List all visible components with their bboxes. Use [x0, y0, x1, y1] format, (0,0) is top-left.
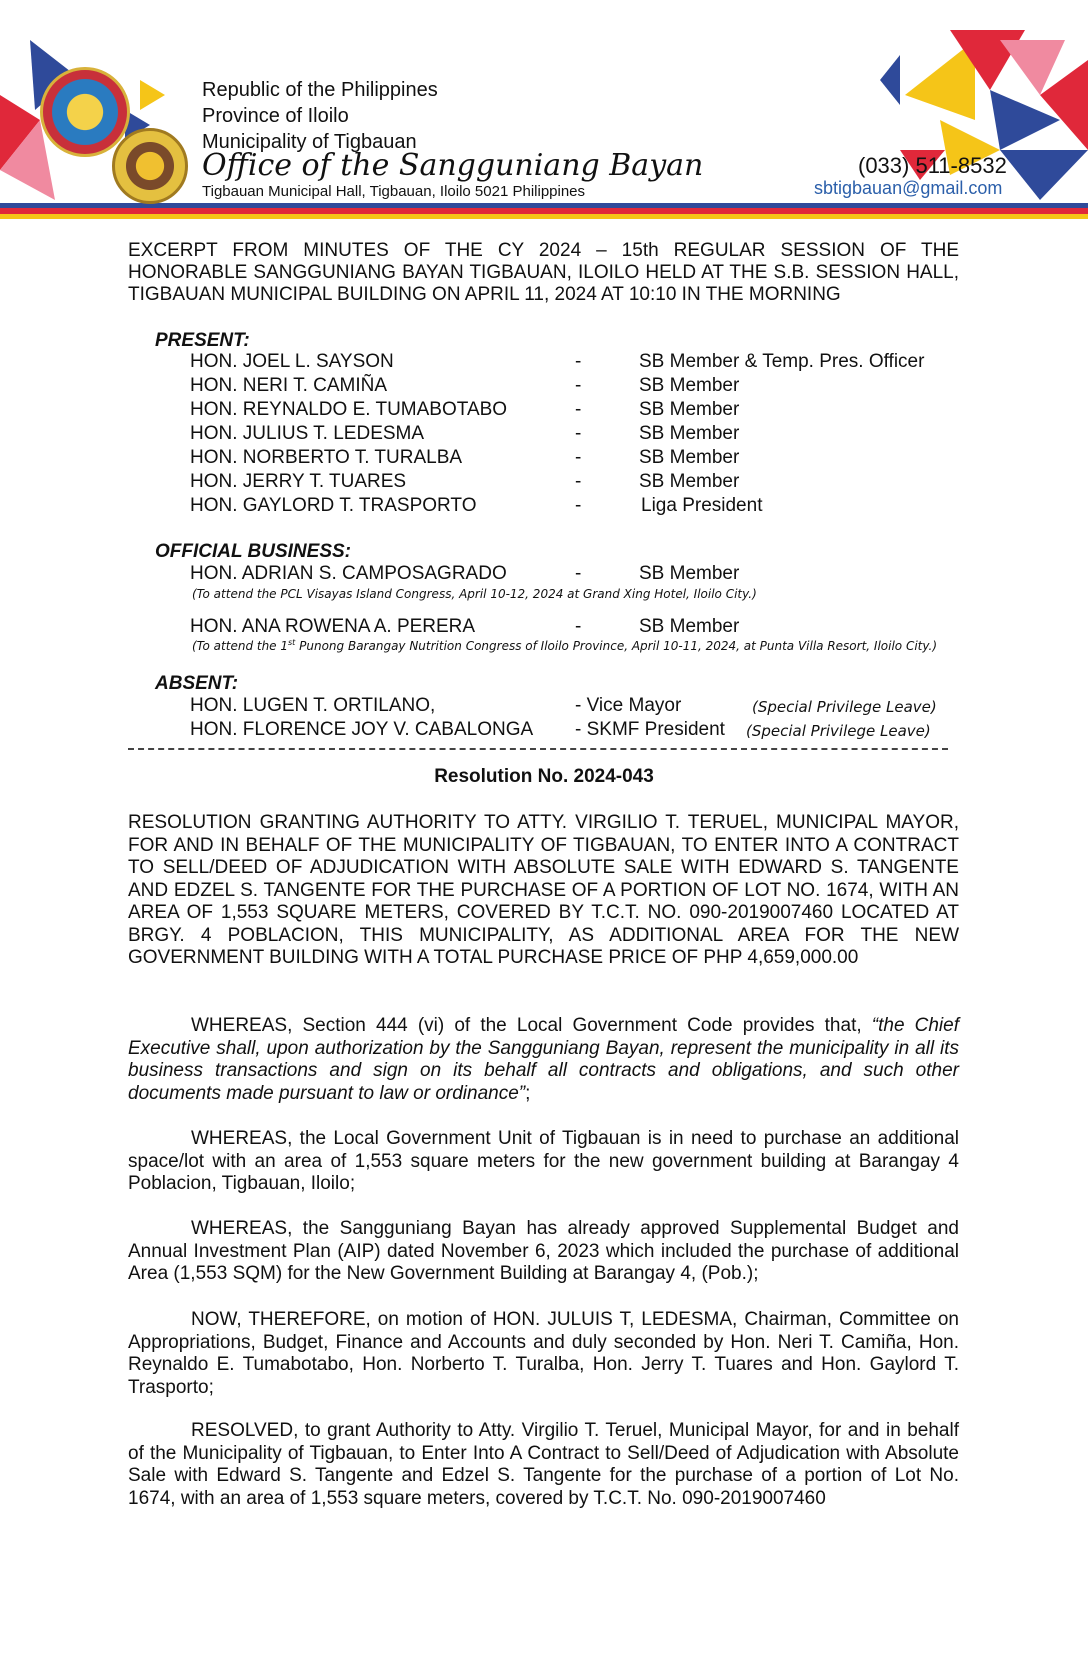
whereas-tail: ;	[525, 1082, 531, 1104]
member-name: HON. GAYLORD T. TRASPORTO	[190, 495, 477, 516]
member-name: HON. FLORENCE JOY V. CABALONGA	[190, 719, 534, 740]
present-member-row	[190, 422, 970, 446]
separator: -	[575, 563, 582, 584]
note-text: Punong Barangay Nutrition Congress of Iloilo Province, April 10-11, 2024, at Punta Villa Resort, Iloilo City.)	[295, 639, 938, 653]
separator: -	[575, 375, 582, 396]
member-name: HON. JERRY T. TUARES	[190, 471, 407, 492]
whereas-quote: “the Chief Executive shall, upon authorization by the Sangguniang Bayan, represent the municipality in all its business transactions and sign on its behalf all contracts and obligations, and such other documents made pursuant to law or ordinance”	[128, 1015, 959, 1104]
official-business-heading: OFFICIAL BUSINESS:	[155, 541, 351, 562]
present-heading: PRESENT:	[155, 330, 250, 351]
paragraph-text: NOW, THEREFORE, on motion of HON. JULUIS T, LEDESMA, Chairman, Committee on Appropriations, Budget, Finance and Accounts and duly seconded by Hon. Neri T. Camiña, Hon. Reynaldo E. Tumabotabo, Hon. Norberto T. Turalba, Hon. Jerry T. Tuares and Hon. Gaylord T. Trasporto;	[128, 1309, 959, 1398]
resolution-title: RESOLUTION GRANTING AUTHORITY TO ATTY. VIRGILIO T. TERUEL, MUNICIPAL MAYOR, FOR AND IN BEHALF OF THE MUNICIPALITY OF TIGBAUAN, TO ENTER INTO A CONTRACT TO SELL/DEED OF ADJUDICATION WITH ABSOLUTE SALE WITH EDWARD S. TANGENTE AND EDZEL S. TANGENTE FOR THE PURCHASE OF A PORTION OF LOT NO. 1674, WITH AN AREA OF 1,553 SQUARE METERS, COVERED BY T.C.T. NO. 090-2019007460 LOCATED AT BRGY. 4 POBLACION, THIS MUNICIPALITY, AS ADDITIONAL AREA FOR THE NEW GOVERNMENT BUILDING WITH A TOTAL PURCHASE PRICE OF PHP 4,659,000.00	[128, 812, 959, 968]
minutes-excerpt: EXCERPT FROM MINUTES OF THE CY 2024 – 15th REGULAR SESSION OF THE HONORABLE SANGGUNIANG BAYAN TIGBAUAN, ILOILO HELD AT THE S.B. SESSION HALL, TIGBAUAN MUNICIPAL BUILDING ON APRIL 11, 2024 AT 10:10 IN THE MORNING	[128, 240, 959, 305]
header-address: Tigbauan Municipal Hall, Tigbauan, Iloilo 5021 Philippines	[202, 183, 586, 200]
member-position: SB Member	[639, 447, 740, 468]
separator: -	[575, 447, 582, 468]
paragraph-text: WHEREAS, the Local Government Unit of Tigbauan is in need to purchase an additional space/lot with an area of 1,553 square meters for the new government building at Barangay 4 Poblacion, Tigbauan, Iloilo;	[128, 1128, 959, 1194]
now-therefore-paragraph	[128, 1309, 959, 1399]
absent-row	[190, 694, 970, 718]
header-province: Province of Iloilo	[202, 105, 349, 127]
separator: -	[575, 495, 582, 516]
present-member-row	[190, 494, 970, 518]
official-business-row	[190, 615, 970, 639]
leave-type: (Special Privilege Leave)	[746, 722, 931, 740]
absent-row	[190, 718, 970, 742]
whereas-paragraph-3	[128, 1218, 959, 1286]
sangguniang-bayan-seal	[112, 128, 188, 204]
member-position: - Vice Mayor	[575, 695, 682, 716]
note-superscript: st	[288, 638, 296, 647]
resolution-number: Resolution No. 2024-043	[434, 766, 654, 787]
header-country: Republic of the Philippines	[202, 79, 438, 101]
whereas-paragraph-2	[128, 1128, 959, 1196]
paragraph-text: RESOLVED, to grant Authority to Atty. Virgilio T. Teruel, Municipal Mayor, for and in behalf of the Municipality of Tigbauan, to Enter Into A Contract to Sell/Deed of Adjudication with Absolute Sale with Edward S. Tangente and Edzel S. Tangente for the purchase of a portion of Lot No. 1674, with an area of 1,553 square meters, covered by T.C.T. No. 090-2019007460	[128, 1420, 959, 1509]
member-position: SB Member & Temp. Pres. Officer	[639, 351, 925, 372]
member-name: HON. NORBERTO T. TURALBA	[190, 447, 463, 468]
member-name: HON. NERI T. CAMIÑA	[190, 375, 388, 396]
leave-type: (Special Privilege Leave)	[752, 698, 937, 716]
member-position: SB Member	[639, 471, 740, 492]
header-phone: (033) 511-8532	[858, 153, 1007, 178]
note-text: (To attend the 1	[192, 639, 289, 653]
separator: -	[575, 616, 582, 637]
present-member-row	[190, 446, 970, 470]
member-name: HON. REYNALDO E. TUMABOTABO	[190, 399, 508, 420]
member-name: HON. ADRIAN S. CAMPOSAGRADO	[190, 563, 507, 584]
header-email[interactable]: sbtigbauan@gmail.com	[814, 178, 1003, 198]
official-business-row	[190, 562, 970, 586]
paragraph-text: WHEREAS, the Sangguniang Bayan has already approved Supplemental Budget and Annual Investment Plan (AIP) dated November 6, 2023 which included the purchase of additional Area (1,553 SQM) for the New Government Building at Barangay 4, (Pob.);	[128, 1218, 959, 1284]
member-position: - SKMF President	[575, 719, 725, 740]
letterhead	[0, 0, 1088, 222]
whereas-paragraph-1	[128, 1015, 959, 1105]
official-business-note	[192, 638, 937, 653]
whereas-lead: WHEREAS, Section 444 (vi) of the Local Government Code provides that,	[191, 1015, 872, 1036]
member-name: HON. ANA ROWENA A. PERERA	[190, 616, 476, 637]
member-position: SB Member	[639, 616, 740, 637]
official-business-note: (To attend the PCL Visayas Island Congress, April 10-12, 2024 at Grand Xing Hotel, Iloilo City.)	[192, 587, 757, 601]
present-member-row	[190, 470, 970, 494]
header-municipality: Municipality of Tigbauan	[202, 131, 417, 153]
dashed-divider	[128, 748, 948, 750]
separator: -	[575, 351, 582, 372]
member-name: HON. LUGEN T. ORTILANO,	[190, 695, 436, 716]
municipal-seal	[40, 67, 130, 157]
member-position: SB Member	[639, 423, 740, 444]
separator: -	[575, 399, 582, 420]
present-member-row	[190, 350, 970, 374]
present-member-row	[190, 398, 970, 422]
member-position: SB Member	[639, 563, 740, 584]
member-position: Liga President	[641, 495, 763, 516]
separator: -	[575, 471, 582, 492]
member-position: SB Member	[639, 399, 740, 420]
member-name: HON. JOEL L. SAYSON	[190, 351, 394, 372]
separator: -	[575, 423, 582, 444]
present-member-row	[190, 374, 970, 398]
resolved-paragraph	[128, 1420, 959, 1510]
header-office-title: Office of the Sangguniang Bayan	[202, 148, 704, 183]
absent-heading: ABSENT:	[155, 673, 239, 694]
member-name: HON. JULIUS T. LEDESMA	[190, 423, 425, 444]
member-position: SB Member	[639, 375, 740, 396]
